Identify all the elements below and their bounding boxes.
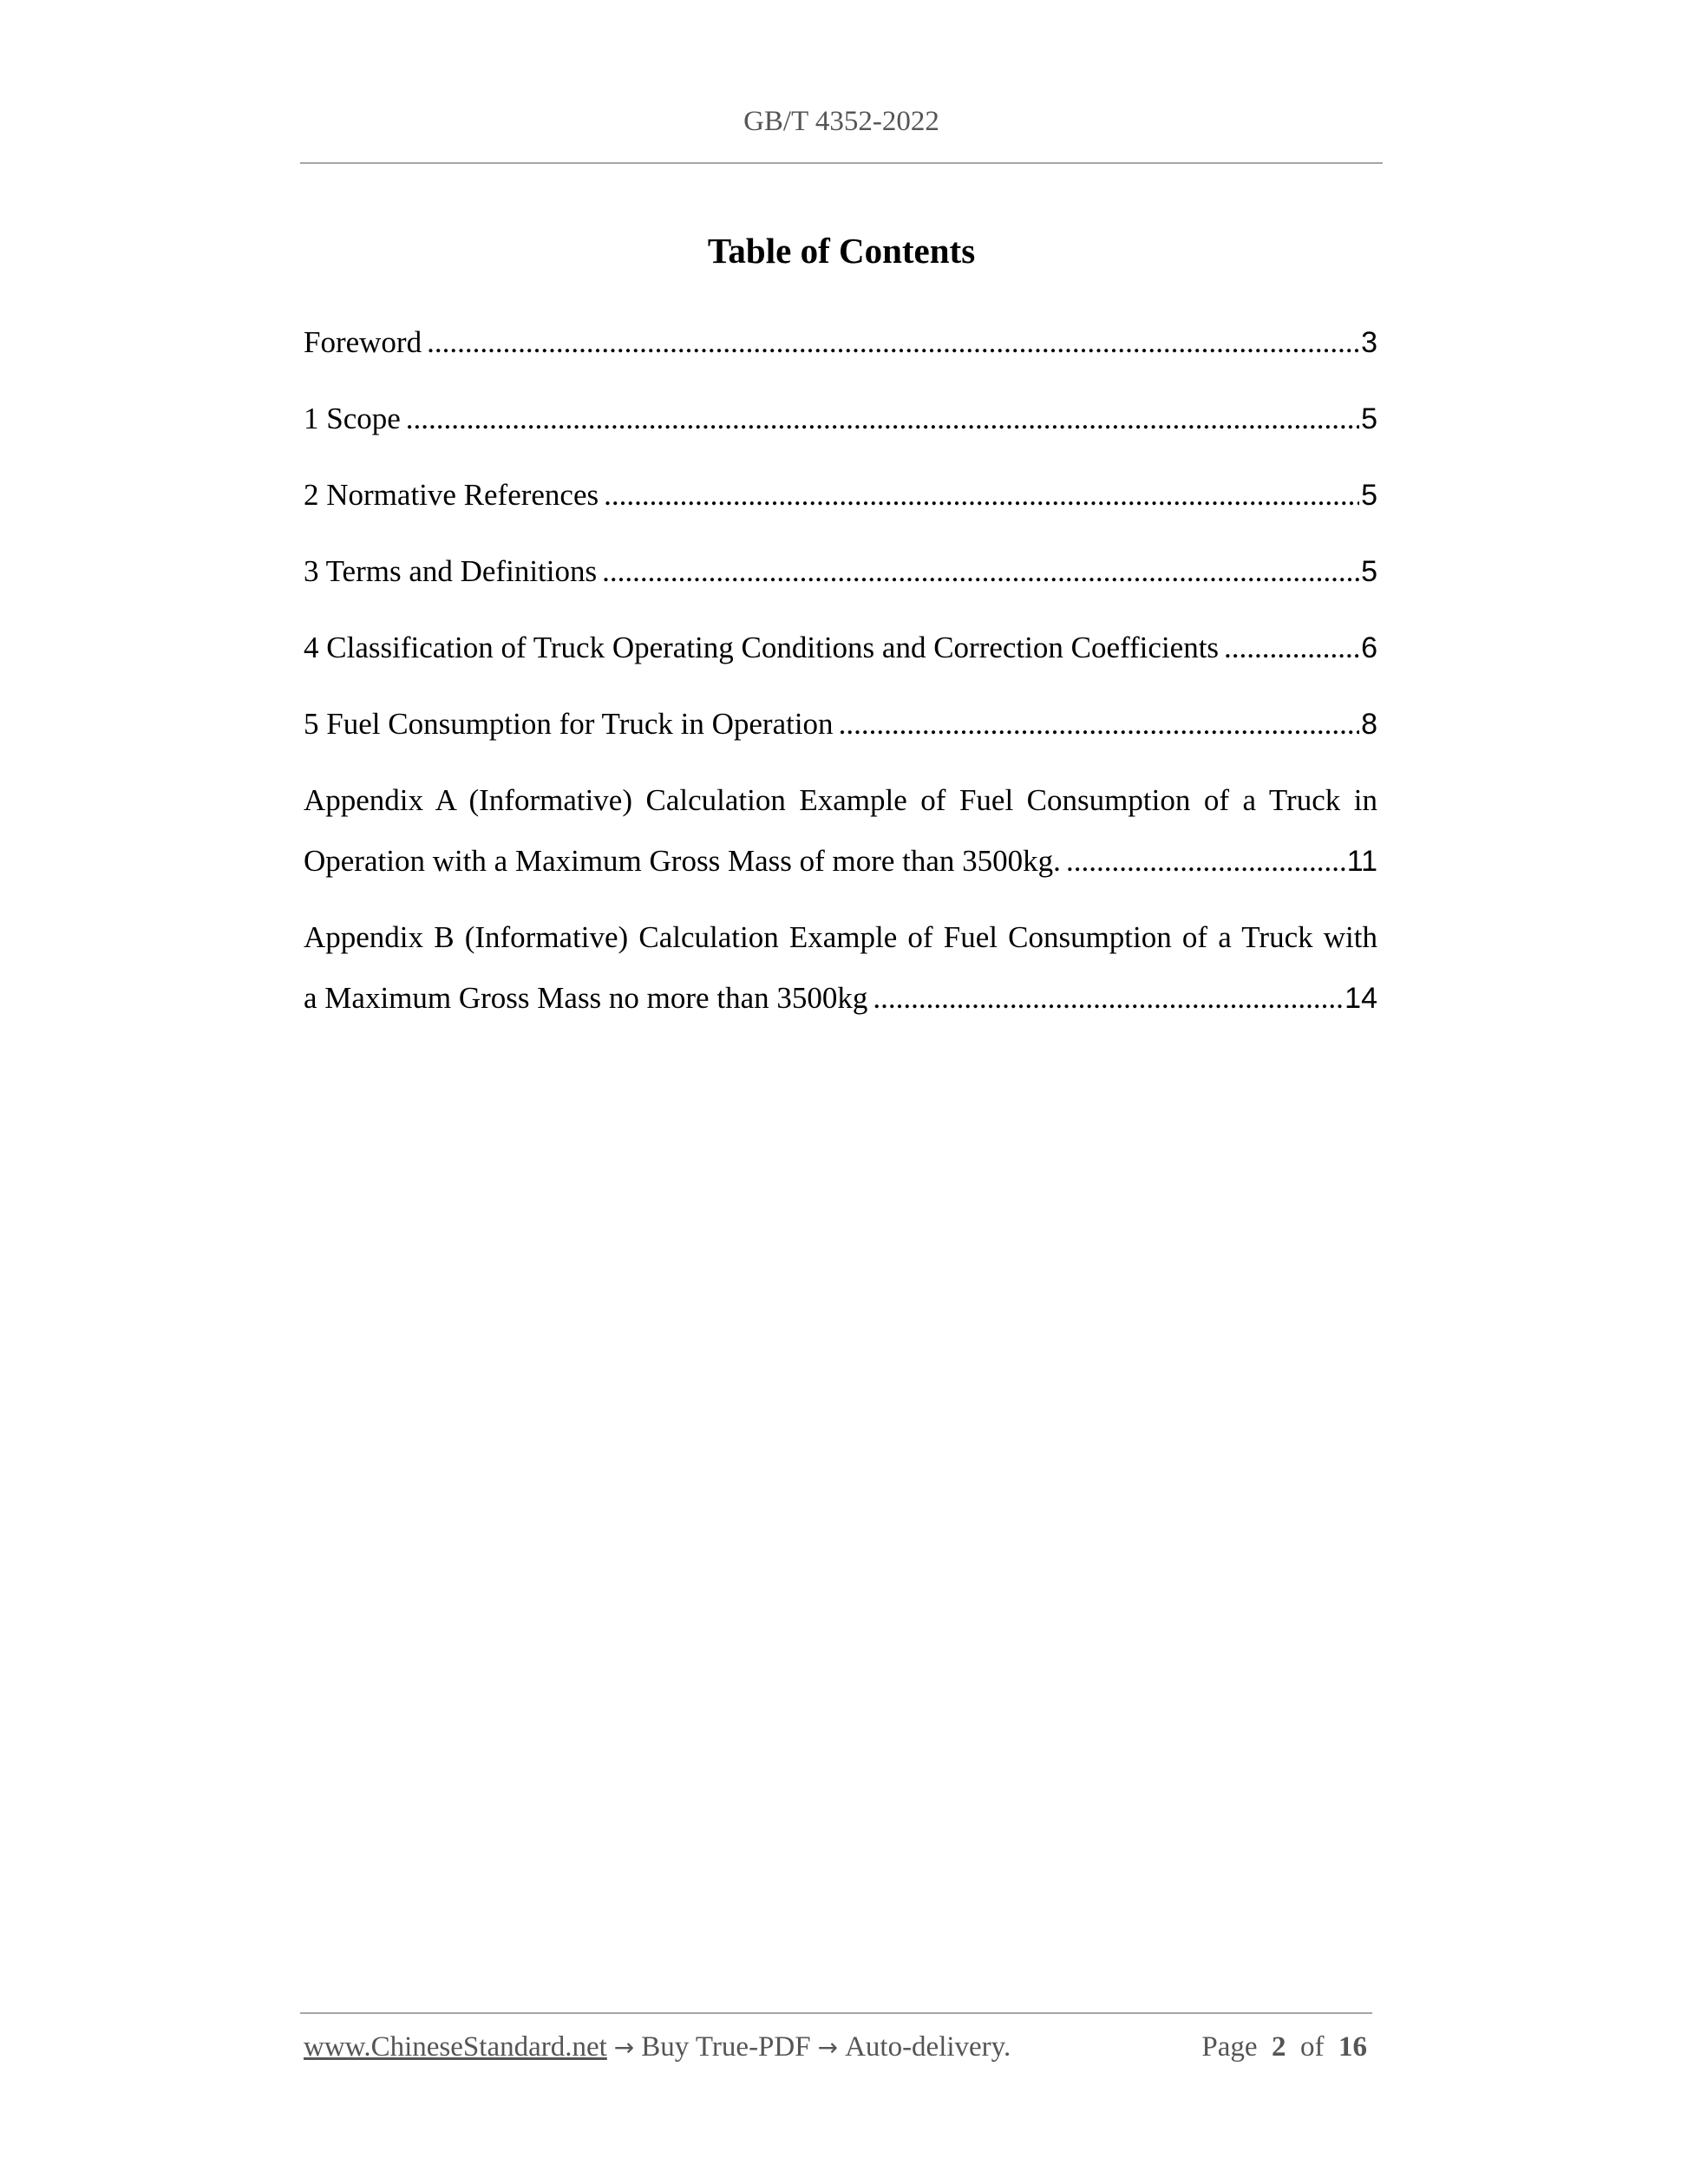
toc-entry-label: 4 Classification of Truck Operating Conditions and Correction Coefficients: [304, 631, 1220, 664]
toc-entry-label: 5 Fuel Consumption for Truck in Operation: [304, 707, 834, 741]
arrow-right-icon: →: [613, 2033, 635, 2062]
toc-page-number: 8: [1361, 708, 1377, 741]
toc-leader-dots: [1066, 831, 1345, 892]
toc-page-number: 5: [1361, 479, 1377, 512]
toc-leader-dots: [602, 541, 1359, 602]
toc-entry-label: 3 Terms and Definitions: [304, 554, 598, 588]
buy-pdf-text: Buy True-PDF: [641, 2031, 811, 2063]
running-header: GB/T 4352-2022: [743, 106, 939, 137]
toc-leader-dots: [406, 389, 1359, 449]
toc-entry-label-line2: Operation with a Maximum Gross Mass of more than 3500kg.: [304, 844, 1061, 878]
toc-entry-label-line2: a Maximum Gross Mass no more than 3500kg: [304, 981, 868, 1015]
auto-delivery-text: Auto-delivery.: [845, 2031, 1011, 2063]
toc-entry-foreword[interactable]: [304, 312, 1377, 373]
toc-entry-normative-references[interactable]: [304, 465, 1377, 526]
toc-entry-label-line1: Appendix A (Informative) Calculation Example of Fuel Consumption of a Truck in: [304, 783, 1377, 817]
footer-promo: [304, 2031, 1011, 2063]
website-link[interactable]: www.ChineseStandard.net: [304, 2031, 607, 2063]
toc-entry-label: 1 Scope: [304, 402, 401, 435]
toc-entry-label-line1: Appendix B (Informative) Calculation Example of Fuel Consumption of a Truck with: [304, 920, 1377, 954]
toc-leader-dots: [604, 465, 1359, 526]
current-page-number: 2: [1272, 2031, 1286, 2063]
toc-leader-dots: [839, 694, 1360, 755]
toc-page-number: 5: [1361, 555, 1377, 588]
header-divider: [300, 162, 1383, 164]
footer-divider: [300, 2012, 1372, 2014]
toc-entry-appendix-a[interactable]: [304, 770, 1377, 892]
total-page-number: 16: [1338, 2031, 1367, 2063]
toc-page-number: 14: [1345, 982, 1377, 1015]
of-label: of: [1300, 2031, 1325, 2063]
toc-entry-scope[interactable]: [304, 389, 1377, 449]
toc-entry-classification[interactable]: [304, 618, 1377, 678]
toc-entry-label: Foreword: [304, 325, 422, 359]
toc-entry-label: 2 Normative References: [304, 478, 599, 512]
page-footer: [304, 2031, 1367, 2075]
page-counter: [1201, 2031, 1367, 2063]
toc-leader-dots: [1224, 618, 1359, 678]
toc-page-number: 6: [1361, 631, 1377, 664]
toc-page-number: 5: [1361, 402, 1377, 435]
toc-page-number: 3: [1361, 326, 1377, 359]
toc-entry-appendix-b[interactable]: [304, 907, 1377, 1029]
arrow-right-icon: →: [817, 2033, 839, 2062]
page-label: Page: [1201, 2031, 1258, 2063]
toc-title: Table of Contents: [707, 231, 976, 271]
table-of-contents: [304, 312, 1377, 1044]
toc-leader-dots: [873, 968, 1343, 1029]
toc-entry-fuel-consumption[interactable]: [304, 694, 1377, 755]
toc-page-number: 11: [1346, 845, 1377, 878]
toc-entry-terms-and-definitions[interactable]: [304, 541, 1377, 602]
toc-leader-dots: [427, 312, 1359, 373]
